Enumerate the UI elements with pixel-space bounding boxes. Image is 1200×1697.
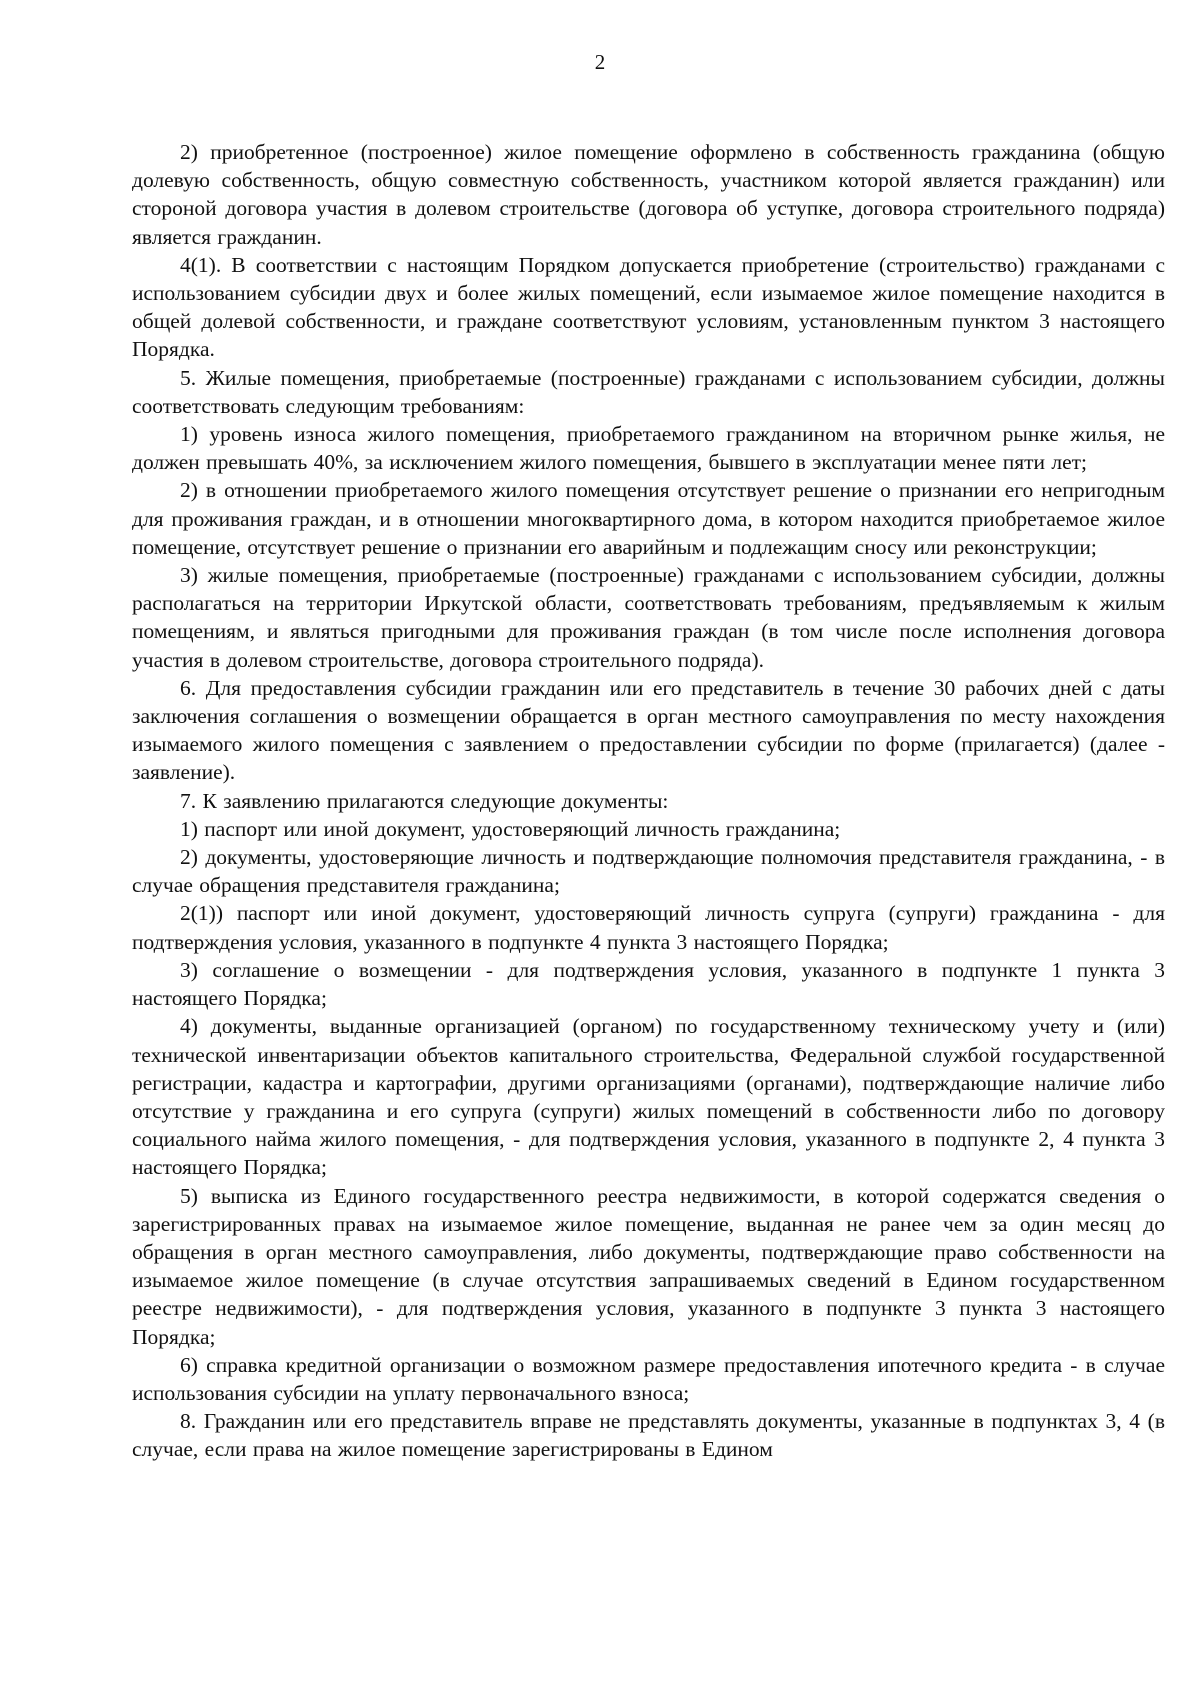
paragraph-2-ownership: 2) приобретенное (построенное) жилое помещение оформлено в собственность гражданина (общую долевую собственность, общую совместную собственность, участником которой является гражданин) или стороной договора участия в долевом строительстве (договора об уступке, договора строительного подряда) является гражданин. [132, 140, 1165, 249]
paragraph-4-1: 4(1). В соответствии с настоящим Порядком допускается приобретение (строительство) гражданами с использованием субсидии двух и более жилых помещений, если изымаемое жилое помещение находится в общей долевой собственности, и граждане соответствуют условиям, установленным пунктом 3 настоящего Порядка. [132, 252, 1165, 362]
paragraph-7-item-1: 1) паспорт или иной документ, удостоверяющий личность гражданина; [180, 816, 841, 841]
paragraph-7-item-4: 4) документы, выданные организацией (органом) по государственному техническому учету и (или) технической инвентаризации объектов капитального строительства, Федеральной службой государственной регистрации, кадастра и картографии, другими организациями (органами), подтверждающие наличие либо отсутствие у гражданина и его супруга (супруги) жилых помещений в собственности либо по договору социального найма жилого помещения, - для подтверждения условия, указанного в подпункте 2, 4 пункта 3 настоящего Порядка; [132, 1014, 1165, 1180]
paragraph-5: 5. Жилые помещения, приобретаемые (построенные) гражданами с использованием субсидии, должны соответствовать следующим требованиям: [132, 365, 1165, 418]
paragraph-5-item-3: 3) жилые помещения, приобретаемые (построенные) гражданами с использованием субсидии, должны располагаться на территории Иркутской области, соответствовать требованиям, предъявляемым к жилым помещениям, и являться пригодными для проживания граждан (в том числе после исполнения договора участия в долевом строительстве, договора строительного подряда). [132, 563, 1165, 672]
document-body [132, 138, 1165, 1464]
paragraph-5-item-1: 1) уровень износа жилого помещения, приобретаемого гражданином на вторичном рынке жилья, не должен превышать 40%, за исключением жилого помещения, бывшего в эксплуатации менее пяти лет; [132, 422, 1165, 475]
paragraph-8: 8. Гражданин или его представитель вправе не представлять документы, указанные в подпунктах 3, 4 (в случае, если права на жилое помещение зарегистрированы в Едином [132, 1409, 1165, 1462]
paragraph-7: 7. К заявлению прилагаются следующие документы: [180, 788, 669, 813]
paragraph-5-item-2: 2) в отношении приобретаемого жилого помещения отсутствует решение о признании его непригодным для проживания граждан, и в отношении многоквартирного дома, в котором находится приобретаемое жилое помещение, отсутствует решение о признании его аварийным и подлежащим сносу или реконструкции; [132, 478, 1165, 559]
page-number: 2 [594, 50, 606, 74]
paragraph-7-item-5: 5) выписка из Единого государственного реестра недвижимости, в которой содержатся сведения о зарегистрированных правах на изымаемое жилое помещение, выданная не ранее чем за один месяц до обращения в орган местного самоуправления, либо документы, подтверждающие право собственности на изымаемое жилое помещение (в случае отсутствия запрашиваемых сведений в Едином государственном реестре недвижимости), - для подтверждения условия, указанного в подпункте 3 пункта 3 настоящего Порядка; [132, 1183, 1165, 1349]
paragraph-7-item-3: 3) соглашение о возмещении - для подтверждения условия, указанного в подпункте 1 пункта 3 настоящего Порядка; [132, 957, 1165, 1011]
paragraph-6: 6. Для предоставления субсидии гражданин или его представитель в течение 30 рабочих дней с даты заключения соглашения о возмещении обращается в орган местного самоуправления по месту нахождения изымаемого жилого помещения с заявлением о предоставлении субсидии по форме (прилагается) (далее - заявление). [132, 675, 1165, 785]
paragraph-7-item-2-1: 2(1)) паспорт или иной документ, удостоверяющий личность супруга (супруги) гражданина - для подтверждения условия, указанного в подпункте 4 пункта 3 настоящего Порядка; [132, 901, 1165, 954]
paragraph-7-item-6: 6) справка кредитной организации о возможном размере предоставления ипотечного кредита - в случае использования субсидии на уплату первоначального взноса; [132, 1352, 1165, 1405]
paragraph-7-item-2: 2) документы, удостоверяющие личность и подтверждающие полномочия представителя гражданина, - в случае обращения представителя гражданина; [132, 845, 1165, 898]
